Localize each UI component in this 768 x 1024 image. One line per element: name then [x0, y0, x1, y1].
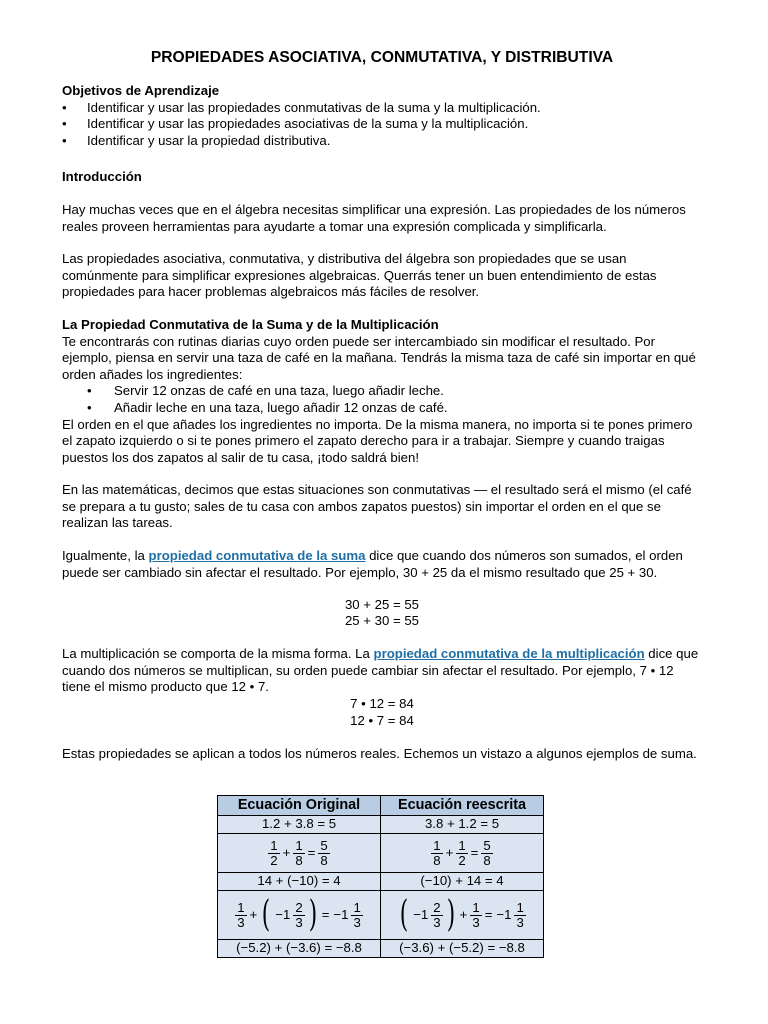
column-header: Ecuación reescrita	[381, 796, 544, 816]
fraction: $\frac{1}{8}$	[433, 837, 441, 868]
sum-equation-1: 30 + 25 = 55	[344, 597, 420, 612]
commutative-paragraph-2: El orden en el que añades los ingredientes no importa. De la misma manera, no importa si te pones primero el zapato izquierdo o si te pones primero el zapato derecho para ir a trabajar. Siempre y cuando traigas puestos los dos zapatos al salir de tu casa, ¡todo saldrá bien!	[62, 416, 693, 465]
fraction: $\frac{1}{3}$	[472, 899, 480, 930]
fraction: $\frac{1}{2}$	[270, 837, 278, 868]
coffee-list	[62, 383, 702, 416]
intro-heading: Introducción	[62, 169, 142, 184]
table-row	[218, 940, 544, 958]
table-cell: 1.2 + 3.8 = 5	[218, 816, 381, 834]
sum-property-paragraph: Igualmente, la propiedad conmutativa de la suma dice que cuando dos números son sumados, el orden puede ser cambiado sin afectar el resultado. Por ejemplo, 30 + 25 da el mismo resultado que 25 + 30.	[62, 548, 683, 580]
mult-equation-1: 7 • 12 = 84	[350, 696, 414, 711]
table-row	[218, 834, 544, 873]
sum-equation-2: 25 + 30 = 55	[344, 613, 420, 628]
table-cell: $\frac{1}{2}$ + $\frac{1}{8}$ = $\frac{5}{8}$	[218, 834, 381, 873]
table-cell: $\frac{1}{3}$ + ( −1 $\frac{2}{3}$ ) = −1 $\frac{1}{3}$	[218, 891, 381, 940]
list-item: • Identificar y usar las propiedades conmutativas de la suma y la multiplicación.	[62, 100, 702, 117]
table-header-row	[218, 796, 544, 816]
table-cell: 3.8 + 1.2 = 5	[381, 816, 544, 834]
table-row	[218, 816, 544, 834]
commutative-paragraph-1: Te encontrarás con rutinas diarias cuyo orden puede ser intercambiado sin modificar el resultado. Por ejemplo, piensa en servir una taza de café en la mañana. Tendrás la misma taza de café sin importar en qué orden añades los ingredientes:	[62, 333, 696, 382]
table-cell: (−5.2) + (−3.6) = −8.8	[218, 940, 381, 958]
table-cell: (−3.6) + (−5.2) = −8.8	[381, 940, 544, 958]
table-cell: (−10) + 14 = 4	[381, 873, 544, 891]
table-cell: $\frac{1}{8}$ + $\frac{1}{2}$ = $\frac{5}{8}$	[381, 834, 544, 873]
intro-paragraph-2: Las propiedades asociativa, conmutativa, y distributiva del álgebra son propiedades que se usan comúnmente para simplificar expresiones algebraicas. Querrás tener un buen entendimiento de estas propiedades para hacer problemas algebraicos más fáciles de resolver.	[62, 251, 657, 300]
column-header: Ecuación Original	[218, 796, 381, 816]
objectives-section	[62, 83, 702, 149]
objectives-heading: Objetivos de Aprendizaje	[62, 83, 220, 98]
fraction: $\frac{2}{3}$	[295, 899, 303, 930]
page-title: PROPIEDADES ASOCIATIVA, CONMUTATIVA, Y DISTRIBUTIVA	[150, 49, 614, 66]
table-cell: 14 + (−10) = 4	[218, 873, 381, 891]
examples-intro-paragraph: Estas propiedades se aplican a todos los números reales. Echemos un vistazo a algunos ejemplos de suma.	[62, 746, 697, 761]
commutative-section	[62, 317, 702, 466]
table-row	[218, 873, 544, 891]
fraction: $\frac{1}{3}$	[353, 899, 361, 930]
intro-paragraph-1: Hay muchas veces que en el álgebra necesitas simplificar una expresión. Las propiedades de los números reales proveen herramientas para ayudarte a tomar una expresión complicada y simplificarla.	[62, 202, 686, 234]
fraction: $\frac{5}{8}$	[320, 837, 328, 868]
fraction: $\frac{1}{3}$	[516, 899, 524, 930]
examples-table	[217, 795, 544, 958]
list-item: • Servir 12 onzas de café en una taza, luego añadir leche.	[62, 383, 702, 400]
mult-property-paragraph: La multiplicación se comporta de la misma forma. La propiedad conmutativa de la multiplicación dice que cuando dos números se multiplican, su orden puede cambiar sin afectar el resultado. Por ejemplo, 7 • 12 tiene el mismo producto que 12 • 7.	[62, 646, 699, 695]
sum-property-link[interactable]: propiedad conmutativa de la suma	[148, 548, 366, 563]
mult-equation-2: 12 • 7 = 84	[350, 713, 414, 728]
table-cell: ( −1 $\frac{2}{3}$ ) + $\frac{1}{3}$ = −1 $\frac{1}{3}$	[381, 891, 544, 940]
commutative-paragraph-3: En las matemáticas, decimos que estas situaciones son conmutativas — el resultado será el mismo (el café se prepara a tu gusto; sales de tu casa con ambos zapatos puestos) sin importar el orden en el que se realizan las tareas.	[62, 482, 692, 531]
list-item: • Identificar y usar las propiedades asociativas de la suma y la multiplicación.	[62, 116, 702, 133]
list-item: • Identificar y usar la propiedad distributiva.	[62, 133, 702, 150]
mult-property-link[interactable]: propiedad conmutativa de la multiplicación	[373, 646, 645, 661]
fraction: $\frac{5}{8}$	[483, 837, 491, 868]
fraction: $\frac{1}{8}$	[295, 837, 303, 868]
objectives-list	[62, 100, 702, 150]
fraction: $\frac{2}{3}$	[433, 899, 441, 930]
fraction: $\frac{1}{2}$	[458, 837, 466, 868]
commutative-heading: La Propiedad Conmutativa de la Suma y de la Multiplicación	[62, 317, 439, 332]
fraction: $\frac{1}{3}$	[237, 899, 245, 930]
table-row	[218, 891, 544, 940]
list-item: • Añadir leche en una taza, luego añadir 12 onzas de café.	[62, 400, 702, 417]
